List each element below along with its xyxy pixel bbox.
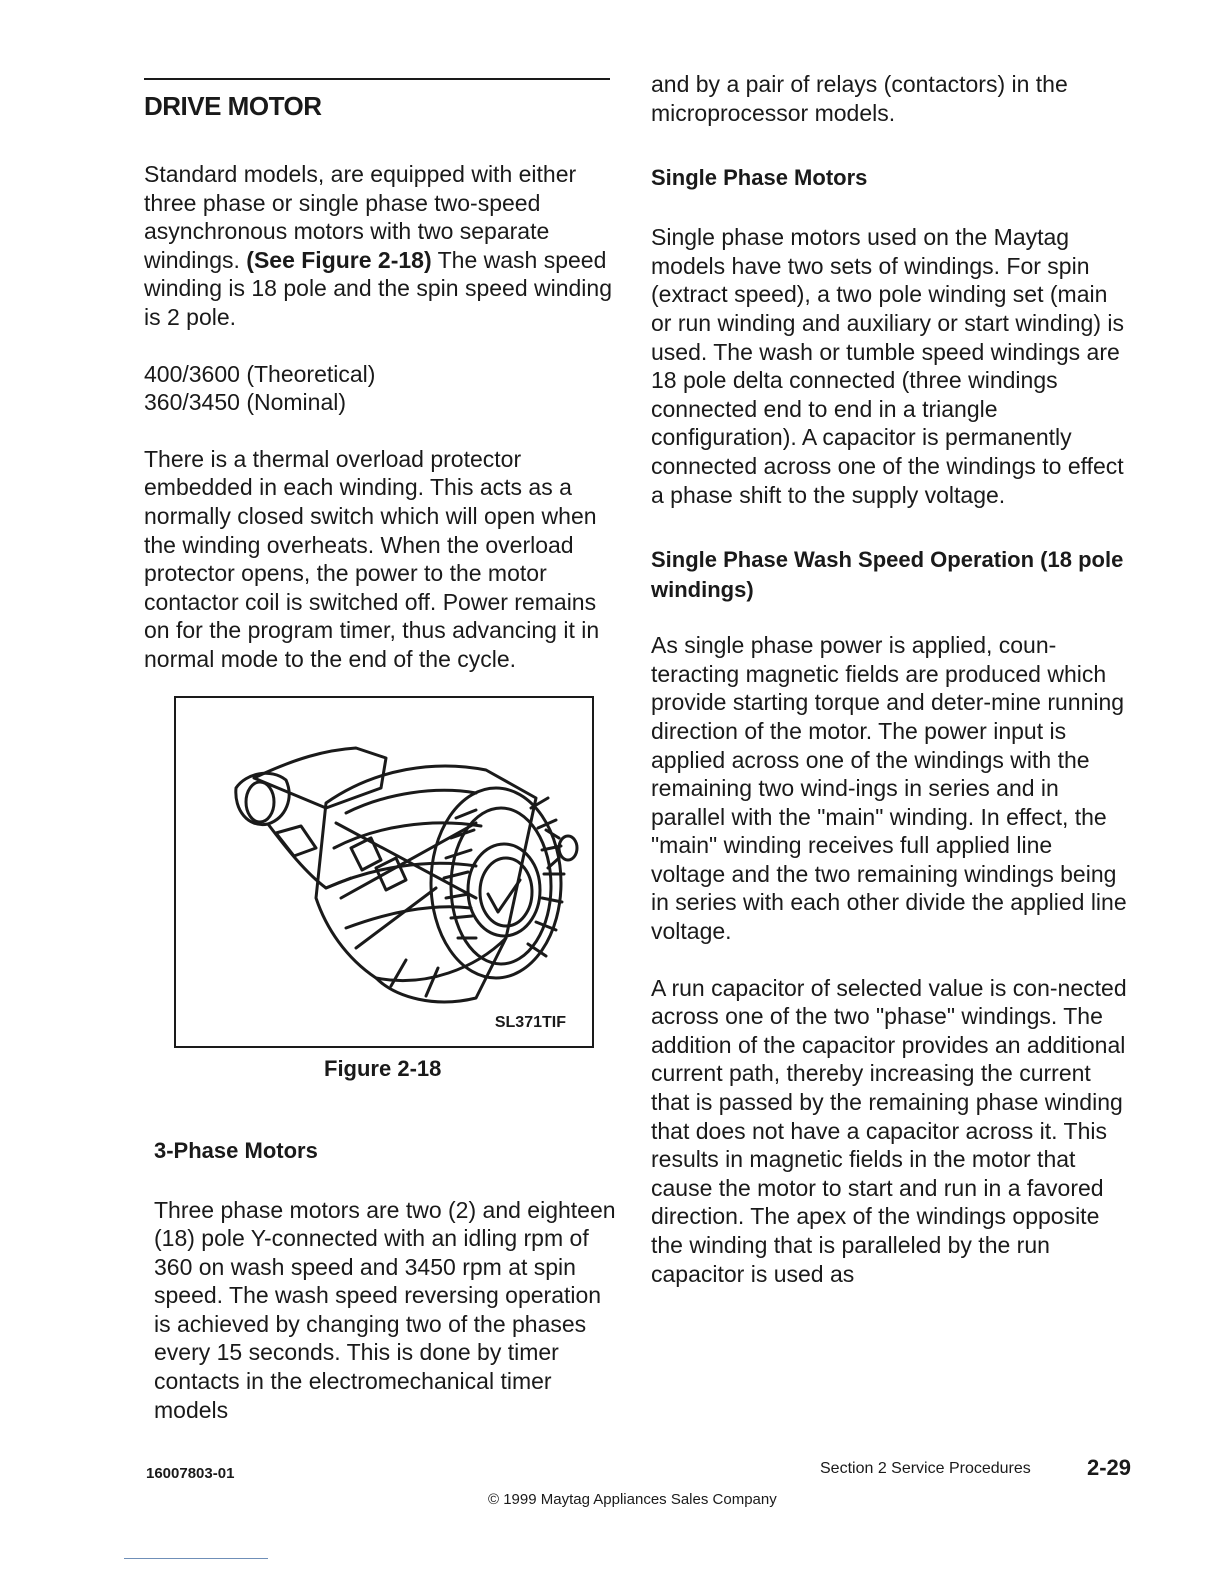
speed-theoretical: 400/3600 (Theoretical) <box>144 360 376 387</box>
continuation-paragraph: and by a pair of relays (contactors) in the microprocessor models. <box>651 71 1068 126</box>
wash-speed-paragraph: As single phase power is applied, coun-teracting magnetic fields are produced which provide starting torque and deter-mine running direction of the motor. The power input is applied across one of the windings with the remaining two wind-ings in series and in parallel with the "main" winding. In effect, the "main" winding receives full applied line voltage and the two remaining windings being in series with each other divide the applied line voltage. <box>651 632 1127 945</box>
speed-ratings <box>144 360 616 417</box>
motor-figure <box>174 696 594 1048</box>
three-phase-heading: 3-Phase Motors <box>154 1137 318 1163</box>
intro-text: Standard models, are equipped with either three phase or single phase two-speed asynchronous motors with two separate windings. <box>144 161 577 273</box>
figure-id-label: SL371TIF <box>494 1013 566 1031</box>
figure-reference: (See Figure 2-18) <box>246 246 432 273</box>
single-phase-paragraph: Single phase motors used on the Maytag models have two sets of windings. For spin (extract speed), a two pole winding set (main or run winding and auxiliary or start winding) is used. The wash or tumble speed windings are 18 pole delta connected (three windings connected end to end in a triangle configuration). A capacitor is permanently connected across one of the windings to effect a phase shift to the supply voltage. <box>651 224 1124 508</box>
copyright-notice: © 1999 Maytag Appliances Sales Company <box>488 1491 777 1508</box>
three-phase-paragraph: Three phase motors are two (2) and eighteen (18) pole Y-connected with an idling rpm of 360 on wash speed and 3450 rpm at spin speed. The wash speed reversing operation is achieved by changing two of the phases every 15 seconds. This is done by timer contacts in the electromechanical timer models <box>154 1196 616 1423</box>
section-label: Section 2 Service Procedures <box>820 1460 1031 1477</box>
right-column <box>651 70 1131 1316</box>
overload-paragraph: There is a thermal overload protector embedded in each winding. This acts as a normally closed switch which will open when the winding overheats. When the overload protector opens, the power to the motor contactor coil is switched off. Power remains on for the program timer, thus advancing it in normal mode to the end of the cycle. <box>144 445 600 672</box>
title-rule <box>144 78 610 80</box>
speed-nominal: 360/3450 (Nominal) <box>144 389 347 416</box>
section-title: DRIVE MOTOR <box>144 91 322 121</box>
bottom-rule <box>124 1558 268 1559</box>
single-phase-heading: Single Phase Motors <box>651 165 868 191</box>
figure-caption: Figure 2-18 <box>324 1055 442 1081</box>
document-number: 16007803-01 <box>146 1465 235 1482</box>
wash-speed-heading: Single Phase Wash Speed Operation (18 pole windings) <box>651 547 1124 603</box>
intro-paragraph <box>144 160 616 332</box>
page-number: 2-29 <box>1087 1455 1132 1480</box>
intro-text-continued: The wash speed winding is 18 pole and the spin speed winding is 2 pole. <box>144 246 612 330</box>
drive-motor-illustration <box>176 698 592 1046</box>
capacitor-paragraph: A run capacitor of selected value is con-nected across one of the two "phase" windings. The addition of the capacitor provides an additional current path, thereby increasing the current that is passed by the remaining phase winding that does not have a capacitor across it. This results in magnetic fields in the motor that cause the motor to start and run in a favored direction. The apex of the windings opposite the winding that is paralleled by the run capacitor is used as <box>651 974 1127 1287</box>
left-column <box>144 78 616 1452</box>
